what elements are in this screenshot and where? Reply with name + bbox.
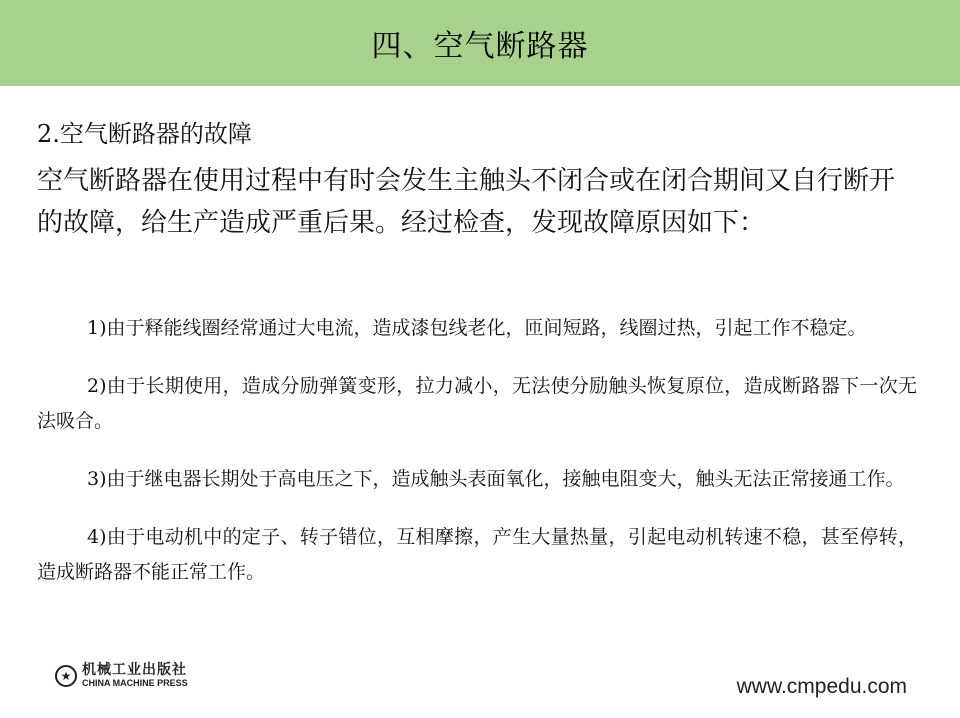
slide-title: 四、空气断路器 <box>371 29 589 64</box>
publisher-name-en: CHINA MACHINE PRESS <box>82 678 188 688</box>
intro-paragraph: 空气断路器在使用过程中有时会发生主触头不闭合或在闭合期间又自行断开的故障，给生产造成严重后果。经过检查，发现故障原因如下： <box>37 166 896 238</box>
reason-item: 1)由于释能线圈经常通过大电流，造成漆包线老化，匝间短路，线圈过热，引起工作不稳定。 <box>87 317 867 339</box>
section-heading: 2.空气断路器的故障 <box>37 120 252 148</box>
title-bar <box>0 0 960 86</box>
publisher-logo-icon: ★ <box>55 665 77 687</box>
publisher-name <box>82 663 188 688</box>
reason-item: 4)由于电动机中的定子、转子错位，互相摩擦，产生大量热量，引起电动机转速不稳，甚至停转，造成断路器不能正常工作。 <box>37 526 917 583</box>
publisher-logo <box>55 663 188 688</box>
reason-item: 3)由于继电器长期处于高电压之下，造成触头表面氧化，接触电阻变大，触头无法正常接通工作。 <box>87 468 905 490</box>
reasons-list <box>37 311 917 590</box>
publisher-name-cn: 机械工业出版社 <box>82 662 187 678</box>
website-url: www.cmpedu.com <box>736 675 907 698</box>
reason-item: 2)由于长期使用，造成分励弹簧变形，拉力减小，无法使分励触头恢复原位，造成断路器下一次无法吸合。 <box>37 375 917 432</box>
